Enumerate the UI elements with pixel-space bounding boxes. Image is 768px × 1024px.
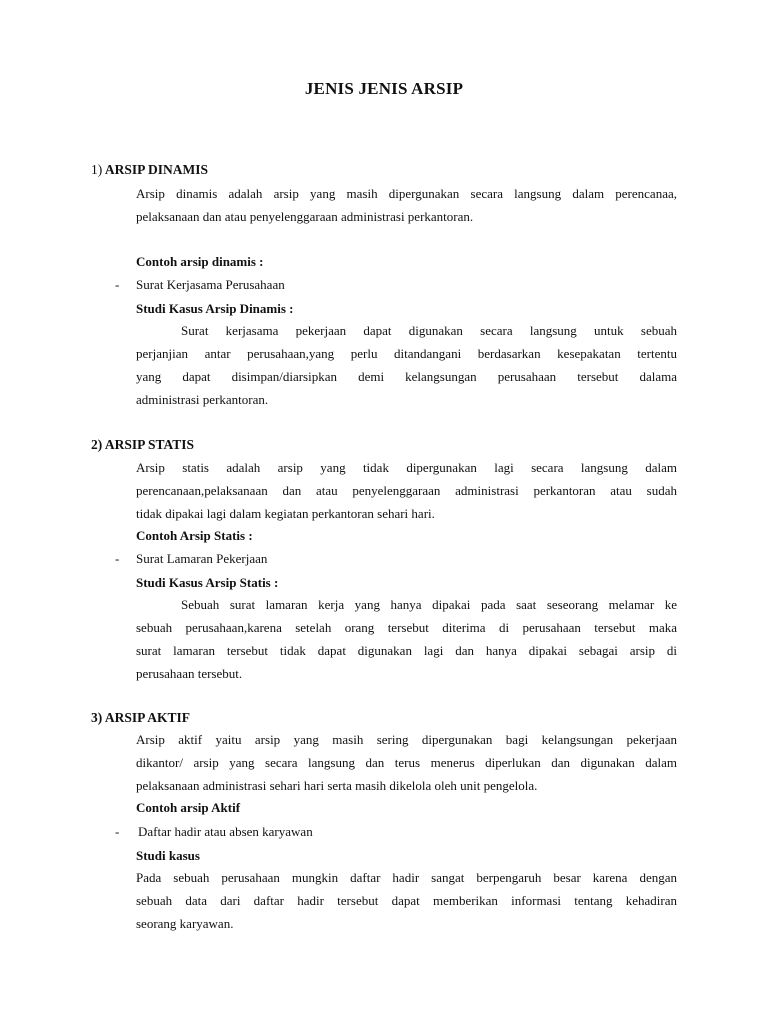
- case-line: yang dapat disimpan/diarsipkan demi kelangsungan perusahaan tersebut dalama: [136, 369, 677, 384]
- case-line: surat lamaran tersebut tidak dapat digunakan lagi dan hanya dipakai sebagai arsip di: [136, 643, 677, 658]
- section-description: [136, 728, 677, 797]
- description-line: Arsip dinamis adalah arsip yang masih dipergunakan secara langsung dalam perencanaa,: [136, 186, 677, 201]
- example-item: Surat Lamaran Pekerjaan: [136, 551, 268, 566]
- case-line: perjanjian antar perusahaan,yang perlu ditandangani berdasarkan kesepakatan tertentu: [136, 346, 677, 361]
- case-line: perusahaan tersebut.: [136, 666, 243, 681]
- example-label: Contoh arsip dinamis :: [136, 254, 264, 269]
- list-dash: -: [115, 277, 120, 292]
- section-heading-arsip-aktif: [91, 710, 190, 726]
- section-description: [136, 182, 677, 228]
- case-study-text: [136, 866, 677, 935]
- case-study-label: Studi Kasus Arsip Statis :: [136, 575, 279, 590]
- case-line: Pada sebuah perusahaan mungkin daftar hadir sangat berpengaruh besar karena dengan: [136, 870, 677, 885]
- description-line: Arsip aktif yaitu arsip yang masih sering dipergunakan bagi kelangsungan pekerjaan: [136, 732, 677, 747]
- section-title: ARSIP AKTIF: [104, 710, 191, 725]
- case-study-text: [136, 593, 677, 685]
- case-line: Surat kerjasama pekerjaan dapat digunakan secara langsung untuk sebuah: [181, 323, 677, 338]
- example-label: Contoh arsip Aktif: [136, 800, 241, 815]
- case-study-label: Studi kasus: [136, 848, 200, 863]
- section-number: 3): [91, 710, 103, 725]
- section-number: 2): [91, 437, 103, 452]
- section-heading-arsip-statis: [91, 437, 194, 453]
- description-line: perencanaan,pelaksanaan dan atau penyelenggaraan administrasi perkantoran atau sudah: [136, 483, 677, 498]
- description-line: tidak dipakai lagi dalam kegiatan perkantoran sehari hari.: [136, 506, 435, 521]
- section-title: ARSIP STATIS: [104, 437, 195, 452]
- example-label: Contoh Arsip Statis :: [136, 528, 253, 543]
- section-title: ARSIP DINAMIS: [104, 162, 209, 177]
- description-line: pelaksanaan administrasi sehari hari serta masih dikelola oleh unit pengelola.: [136, 778, 538, 793]
- example-item: Daftar hadir atau absen karyawan: [138, 824, 313, 839]
- list-dash: -: [115, 824, 120, 839]
- description-line: dikantor/ arsip yang secara langsung dan terus menerus diperlukan dan digunakan dalam: [136, 755, 677, 770]
- example-item: Surat Kerjasama Perusahaan: [136, 277, 285, 292]
- case-line: sebuah data dari daftar hadir tersebut dapat memberikan informasi tentang kehadiran: [136, 893, 677, 908]
- description-line: pelaksanaan dan atau penyelenggaraan administrasi perkantoran.: [136, 209, 474, 224]
- section-number: 1): [91, 162, 103, 177]
- case-line: Sebuah surat lamaran kerja yang hanya dipakai pada saat seseorang melamar ke: [181, 597, 677, 612]
- page-title: JENIS JENIS ARSIP: [304, 79, 464, 98]
- case-study-text: [136, 319, 677, 411]
- list-dash: -: [115, 551, 120, 566]
- section-heading-arsip-dinamis: [91, 162, 208, 178]
- case-line: seorang karyawan.: [136, 916, 234, 931]
- case-line: sebuah perusahaan,karena setelah orang tersebut diterima di perusahaan tersebut maka: [136, 620, 677, 635]
- description-line: Arsip statis adalah arsip yang tidak dipergunakan lagi secara langsung dalam: [136, 460, 677, 475]
- section-description: [136, 456, 677, 525]
- case-study-label: Studi Kasus Arsip Dinamis :: [136, 301, 294, 316]
- case-line: administrasi perkantoran.: [136, 392, 269, 407]
